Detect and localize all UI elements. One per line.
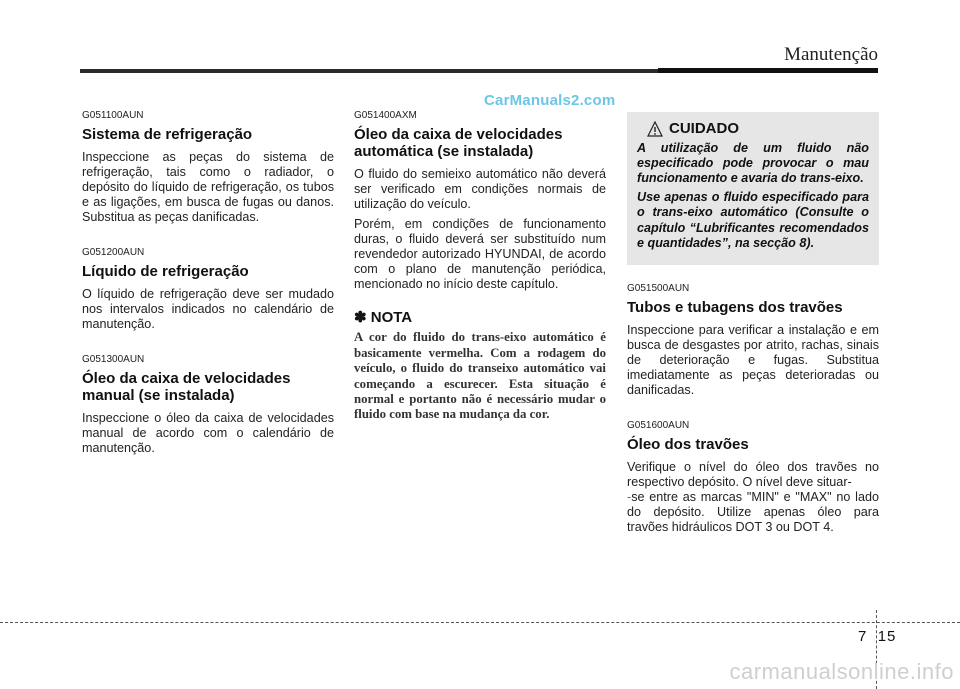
caution-text: A utilização de um fluido não especificado pode provocar o mau funcionamento e avaria do trans-eixo. [637,141,869,186]
asterisk-icon: ✽ [354,309,367,327]
column-2 [354,110,606,423]
footer-rule [0,622,960,623]
watermark-top: CarManuals2.com [484,92,616,109]
column-1 [82,110,334,472]
chapter-number: 7 [858,628,868,645]
section-heading: Tubos e tubagens dos travões [627,298,843,316]
page-number [858,628,896,645]
section-code: G051300AUN [82,354,145,366]
section-body: Porém, em condições de funcionamento duras, o fluido deverá ser substituído num revendedor autorizado HYUNDAI, de acordo com o plano de manutenção periódica, mencionado no início deste capítulo. [354,216,606,292]
watermark-bottom: carmanualsonline.info [729,659,954,684]
section-heading: Óleo da caixa de velocidades automática (se instalada) [354,126,563,160]
section-body: Inspeccione o óleo da caixa de velocidades manual de acordo com o calendário de manutenção. [82,411,334,456]
section-body: Inspeccione as peças do sistema de refrigeração, tais como o radiador, o depósito do líquido de refrigeração, os tubos e as ligações, em busca de fugas ou danos. Substitua as peças danificadas. [82,149,334,225]
section-heading: Sistema de refrigeração [82,126,253,143]
section-heading: Líquido de refrigeração [82,263,249,281]
red-hyphen: - [627,490,632,505]
section-code: G051100AUN [82,110,144,121]
caution-title: CUIDADO [669,120,739,137]
caution-text: Use apenas o fluido especificado para o trans-eixo automático (Consulte o capítulo “Lubrificantes recomendados e quantidades”, na secção 8). [637,190,869,250]
caution-box [627,112,879,265]
section-code: G051200AUN [82,247,145,259]
page-index: 15 [877,628,897,645]
nota-body: A cor do fluido do trans-eixo automático é basicamente vermelha. Com a rodagem do veículo, o fluido do transeixo automático vai começando a escurecer. Esta situação é normal e portanto não é necessário mudar o fluido com base na mudança da cor. [354,330,606,422]
section-code: G051400AXM [354,110,417,121]
nota-title: NOTA [370,309,413,327]
nota-heading [354,308,606,326]
caution-header [647,120,869,137]
header-rule [80,69,878,73]
warning-icon [647,121,663,137]
section-body: Verifique o nível do óleo dos travões no respectivo depósito. O nível deve situar- -se entre as marcas "MIN" e "MAX" no lado do depósito. Utilize apenas óleo para travões hidráulicos DOT 3 ou DOT 4. [627,459,879,535]
page-header-title: Manutenção [784,44,878,65]
header-rule-accent [658,68,878,73]
section-code: G051500AUN [627,282,690,294]
column-3 [627,112,879,551]
section-body: O líquido de refrigeração deve ser mudado nos intervalos indicados no calendário de manutenção. [82,287,334,332]
section-code: G051600AUN [627,420,690,432]
section-body: Inspeccione para verificar a instalação e em busca de desgastes por atrito, rachas, sinais de deterioração e fugas. Substitua imediatamente as peças deterioradas ou danificadas. [627,322,879,397]
section-heading: Óleo dos travões [627,436,749,454]
section-heading: Óleo da caixa de velocidades manual (se instalada) [82,370,291,405]
section-body: O fluido do semieixo automático não deverá ser verificado em condições normais de utilização do veículo. [354,166,606,211]
